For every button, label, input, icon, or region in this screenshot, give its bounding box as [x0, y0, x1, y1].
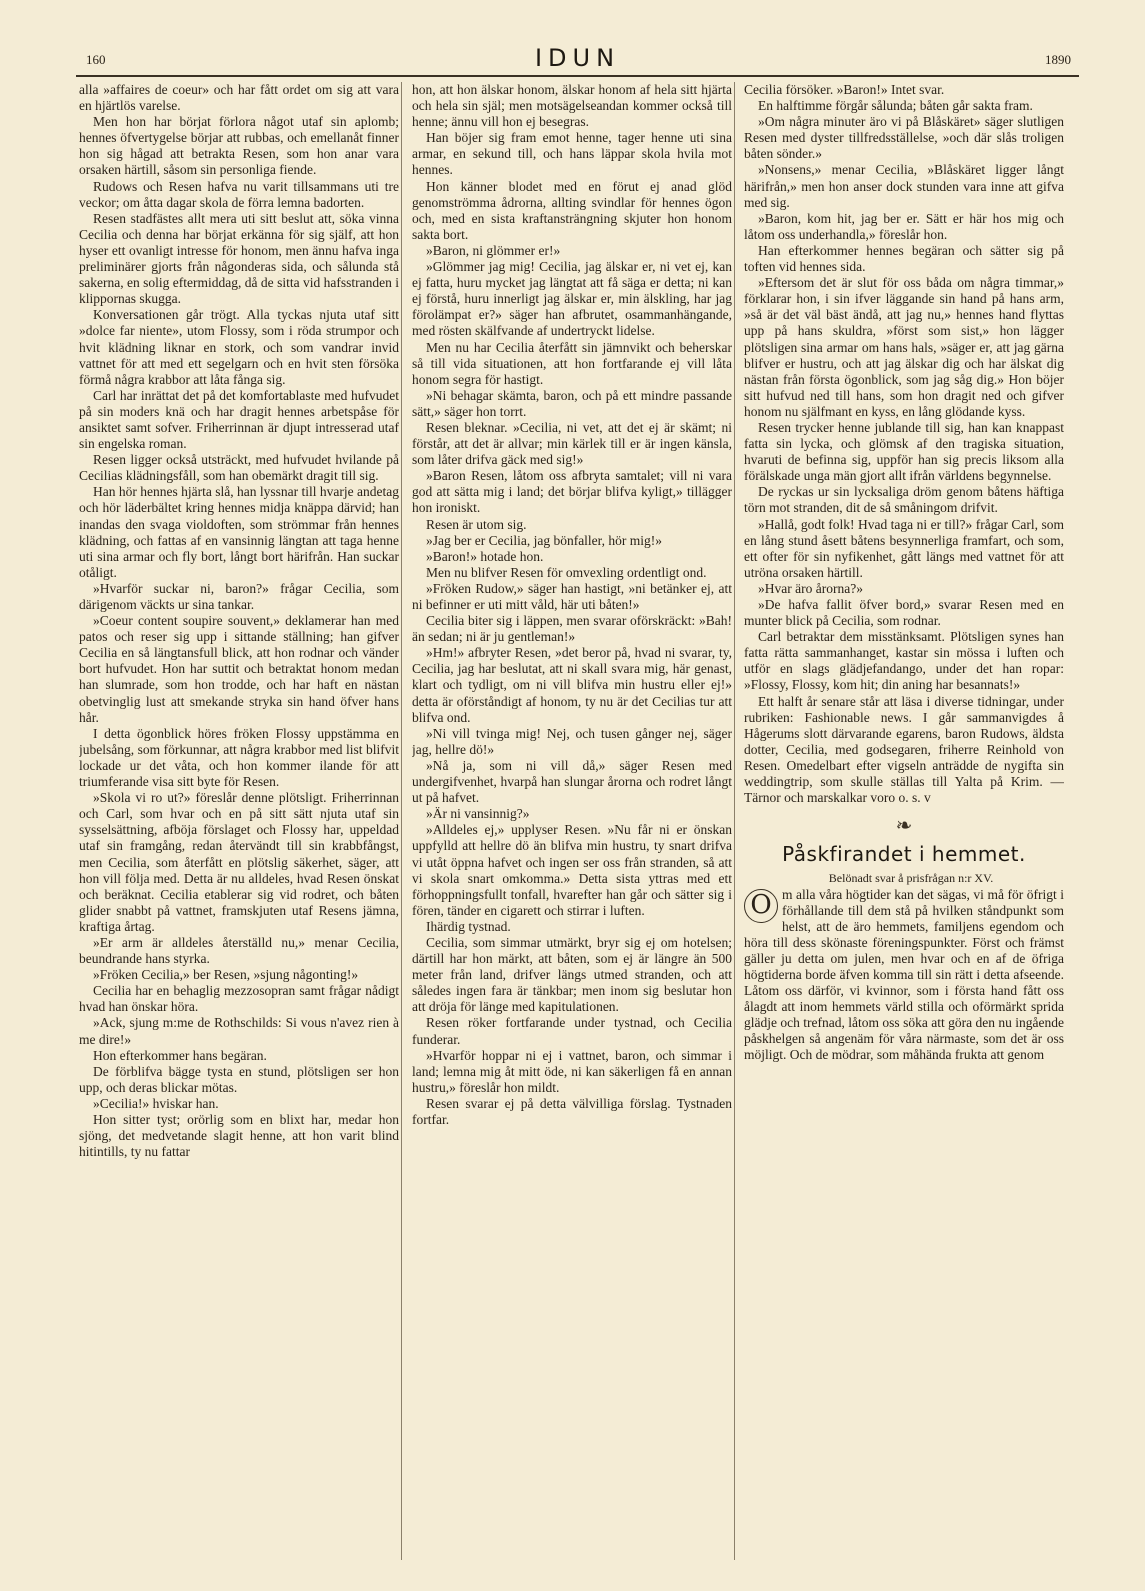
column-2: [412, 82, 732, 1562]
column-1: [79, 82, 399, 1562]
paragraph: »Hallå, godt folk! Hvad taga ni er till?» frågar Carl, som en lång stund åsett båtens besynnerliga framfart, och som, ett ofter för sin nyfikenhet, gått längs med vattnet för att utröna orsaken härtill.: [744, 516, 1064, 580]
paragraph: »Ni behagar skämta, baron, och på ett mindre passande sätt,» säger hon torrt.: [412, 387, 732, 419]
paragraph: Men nu har Cecilia återfått sin jämnvikt och beherskar så till vida situationen, att hon fortfarande ej vill låta honom segra för hastigt.: [412, 339, 732, 387]
article-subtitle: Belönadt svar å prisfrågan n:r XV.: [828, 871, 994, 886]
paragraph: Cecilia, som simmar utmärkt, bryr sig ej om hotelsen; därtill har hon märkt, att båten, som ej är längre än 500 meter från land, drifver längs utmed stranden, och att således ingen fara är tänkbar; men inom sig beslutar hon att dröja för länge med kapitulationen.: [412, 934, 732, 1015]
paragraph: »Baron Resen, låtom oss afbryta samtalet; vill ni vara god att sätta mig i land; det börjar blifva kyligt,» tillägger hon ironiskt.: [412, 468, 732, 516]
masthead-title: IDUN: [534, 44, 621, 72]
paragraph: »Baron!» hotade hon.: [426, 548, 544, 564]
paragraph: hon, att hon älskar honom, älskar honom af hela sitt hjärta och hela sin själ; men motsägelseandan kommer också till henne; ännu vill hon ej besegras.: [412, 82, 732, 130]
paragraph: Men nu blifver Resen för omvexling ordentligt ond.: [426, 564, 707, 580]
paragraph: Cecilia försöker. »Baron!» Intet svar.: [744, 82, 945, 97]
paragraph: Ett halft år senare står att läsa i diverse tidningar, under rubriken: Fashionable news. I går sammanvigdes å Hågerums slott därvarande egarens, baron Rudows, äldsta dotter, Cecilia, med godsegaren, friherre Reinhold von Resen. Omedelbart efter vigseln anträdde de nygifta sin weddingtrip, som skulle ställas till Yalta på Krim. — Tärnor och marskalkar voro o. s. v: [744, 693, 1064, 806]
paragraph: »Ni vill tvinga mig! Nej, och tusen gånger nej, säger jag, hellre dö!»: [412, 725, 732, 757]
paragraph: »Baron, kom hit, jag ber er. Sätt er här hos mig och låtom oss underhandla,» föreslår hon.: [744, 210, 1064, 242]
paragraph: »Hvarför hoppar ni ej i vattnet, baron, och simmar i land; lemna mig åt mitt öde, ni kan säkerligen få en annan hustru,» föreslår hon mildt.: [412, 1047, 732, 1095]
paragraph: En halftimme förgår sålunda; båten går sakta fram.: [758, 98, 1033, 114]
paragraph: »Hvar äro årorna?»: [758, 580, 863, 596]
paragraph: »Jag ber er Cecilia, jag bönfaller, hör mig!»: [426, 532, 662, 548]
paragraph: »Fröken Rudow,» säger han hastigt, »ni betänker ej, att ni befinner er uti mitt våld, här uti båten!»: [412, 580, 732, 612]
paragraph: »Ack, sjung m:me de Rothschilds: Si vous n'avez rien à me dire!»: [79, 1015, 399, 1047]
year: 1890: [1045, 52, 1071, 67]
paragraph: »Baron, ni glömmer er!»: [426, 242, 561, 258]
paragraph: »Hm!» afbryter Resen, »det beror på, hvad ni svarar, ty, Cecilia, jag har beslutat, att ni skall svara mig, här genast, klart och tydligt, om ni vill blifva min hustru eller ej!» detta är oförståndigt af honom, ty nu är det Cecilias tur att blifva ond.: [412, 645, 732, 725]
paragraph: Carl betraktar dem misstänksamt. Plötsligen synes han fatta rätta sammanhanget, kastar sin mössa i luften och utför en slags glädjefandango, under det han ropar: »Flossy, Flossy, kom hit; din aning har besannats!»: [744, 629, 1064, 693]
page-number: 160: [86, 52, 106, 67]
paragraph: »Er arm är alldeles återställd nu,» menar Cecilia, beundrande hans styrka.: [79, 934, 399, 967]
column-divider: [734, 82, 735, 1560]
paragraph: Hon sitter tyst; orörlig som en blixt har, medar hon sjöng, det medvetande slagit henne, att hon varit blind hitintills, ty nu fattar: [79, 1112, 399, 1160]
paragraph: De ryckas ur sin lycksaliga dröm genom båtens häftiga törn mot stranden, dit de så småningom drifvit.: [744, 484, 1064, 516]
ornament-divider: ❧: [895, 815, 913, 838]
paragraph: Han böjer sig fram emot henne, tager henne uti sina armar, en sekund till, och hans läppar skola hvila mot hennes.: [412, 130, 732, 178]
paragraph: Rudows och Resen hafva nu varit tillsammans uti tre veckor; om åtta dagar skola de förra lemna badorten.: [79, 178, 399, 210]
paragraph: Hon efterkommer hans begäran.: [93, 1047, 267, 1063]
paragraph: Hon känner blodet med en förut ej anad glöd genomströmma ådrorna, allting svindlar för hennes ögon och, med en sista kraftansträngning skjuter hon honom sakta bort.: [412, 178, 732, 242]
header-rule: [76, 75, 1079, 77]
paragraph: »De hafva fallit öfver bord,» svarar Resen med en munter blick på Cecilia, som rodnar.: [744, 597, 1064, 629]
paragraph: Konversationen går trögt. Alla tyckas njuta utaf sitt »dolce far niente», utom Flossy, som i röda strumpor och hvit klädning liknar en stork, och som vandrar invid vattnet för att med ett segelgarn och en hvit sten försöka förmå några krabbor att låta fånga sig.: [79, 307, 399, 387]
paragraph: Cecilia biter sig i läppen, men svarar oförskräckt: »Bah! än sedan; ni är ju gentleman!»: [412, 613, 732, 645]
paragraph: »Eftersom det är slut för oss båda om några timmar,» förklarar hon, i sin ifver läggande sin hand på hans arm, »så är det väl bäst ändå, att jag nu,» hennes hand flyttas upp på hans skuldra, »först som sist,» hon lägger plötsligen sina armar om hans hals, »säger er, att jag gärna blifver er hustru, och att jag älskar dig och har älskat dig nästan från första ögonblick, som jag såg dig.» Hon böjer sitt hufvud ned till hans, som hon dragit ned och gifver honom nu själfmant en kyss, en lång glödande kyss.: [744, 275, 1064, 419]
paragraph: Resen ligger också utsträckt, med hufvudet hvilande på Cecilias klädningsfåll, som han obemärkt dragit till sig.: [79, 452, 399, 484]
paragraph: Resen stadfästes allt mera uti sitt beslut att, söka vinna Cecilia och denna har börjat erkänna för sig själf, att hon hyser ett ovanligt intresse för honom, men ännu hafva inga preliminärer gjorts från någonderas sida, och sålunda stå sakerna, en solig eftermiddag, då de sitta vid hafsstranden i klippornas skugga.: [79, 210, 399, 307]
paragraph: »Om några minuter äro vi på Blåskäret» säger slutligen Resen med dyster tillfredsställelse, »och där slås troligen båten sönder.»: [744, 114, 1064, 162]
column-3: [744, 82, 1064, 1562]
paragraph: I detta ögonblick höres fröken Flossy uppstämma en jubelsång, som förkunnar, att några krabbor med list blifvit lockade ur det våta, och hon kommer ilande för att triumferande visa sitt byte för Resen.: [79, 725, 399, 790]
paragraph: »Skola vi ro ut?» föreslår denne plötsligt. Friherrinnan och Carl, som hvar och en på sitt sätt njuta utaf sin sysselsättning, afböja förslaget och Flossy har, uppeldad utaf sin framgång, redan återvändt till sin krabbfångst, men Cecilia, som återfått en plötslig säkerhet, säger, att hon vill följa med. Detta är nu alldeles, hvad Resen önskat och beräknat. Cecilia etablerar sig vid rodret, och båten glider snabbt på vattnet, framskjuten utaf Resens jämna, kraftiga årtag.: [79, 790, 399, 934]
paragraph: Resen svarar ej på detta välvilliga förslag. Tystnaden fortfar.: [412, 1095, 732, 1127]
paragraph: Men hon har börjat förlora något utaf sin aplomb; hennes öfvertygelse börjar att rubbas, och emellanåt finner hon sig hågad att betrakta Resen, som hon anar vara orsaken härtill, såsom sin personliga fiende.: [79, 114, 399, 178]
paragraph: alla »affaires de coeur» och har fått ordet om sig att vara en hjärtlös varelse.: [79, 82, 399, 114]
paragraph: »Fröken Cecilia,» ber Resen, »sjung någonting!»: [93, 967, 359, 983]
paragraph: Resen bleknar. »Cecilia, ni vet, att det ej är skämt; ni förstår, att det är allvar; min kärlek till er är ingen känsla, som låter drifva gäck med sig!»: [412, 419, 732, 468]
paragraph: Han hör hennes hjärta slå, han lyssnar till hvarje andetag och hör läderbältet kring hennes midja knäppa därvid; han inandas den svaga violdoften, som strömmar från hennes klädning, och fattas af en vansinnig längtan att taga henne uti sina armar och fly bort, långt bort härifrån. Han suckar otåligt.: [79, 484, 399, 580]
paragraph: »Nå ja, som ni vill då,» säger Resen med undergifvenhet, hvarpå han slungar årorna och rodret långt ut på hafvet.: [412, 757, 732, 806]
paragraph: Resen trycker henne jublande till sig, han kan knappast fatta sin lycka, och glömsk af den tragiska situation, hvaruti de befinna sig, uppför han sig precis liksom alla förälskade unga män gjort allt ifrån världens begynnelse.: [744, 419, 1064, 484]
paragraph: Cecilia har en behaglig mezzosopran samt frågar nådigt hvad han önskar höra.: [79, 983, 399, 1015]
paragraph: »Alldeles ej,» upplyser Resen. »Nu får ni er önskan uppfylld att hellre dö än blifva min hustru, ty snart drifva vi utåt öppna hafvet och ingen ser oss från stranden, så att vi skola snart omkomma.» Detta sista yttras med ett förhoppningsfullt tonfall, hvarefter han går och sätter sig i fören, tänder en cigarett och stirrar i luften.: [412, 822, 732, 918]
paragraph: »Hvarför suckar ni, baron?» frågar Cecilia, som därigenom väckts ur sina tankar.: [79, 580, 399, 612]
page-header: [76, 44, 1079, 74]
column-divider: [401, 82, 402, 1560]
paragraph: »Cecilia!» hviskar han.: [93, 1095, 219, 1111]
drop-cap: O: [744, 889, 778, 923]
paragraph: Resen röker fortfarande under tystnad, och Cecilia funderar.: [412, 1015, 732, 1047]
article-body: [744, 887, 1064, 1064]
paragraph: m alla våra högtider kan det sägas, vi må för öfrigt i förhållande till dem stå på hvilken ståndpunkt som helst, att de äro hemmets, familjens egendom och höra till dess skönaste föreningspunkter. Först och främst gäller ju detta om julen, men hvar och en af de öfriga högtiderna borde äfven komma till sin rätt i detta afseende. Låtom oss därför, vi kvinnor, som i första hand fått oss ålagdt att inom hemmets värld stilla och oförmärkt sprida glädje och trefnad, låtom oss söka att göra den nu ingående påskhelgen så angenäm för våra närmaste, som det är oss möjligt. Och de mödrar, som måhända frukta att genom: [744, 886, 1064, 1063]
paragraph: Resen är utom sig.: [426, 516, 527, 532]
paragraph: »Nonsens,» menar Cecilia, »Blåskäret ligger långt härifrån,» men hon anser dock stunden vara inne att gifva med sig.: [744, 162, 1064, 210]
story-continuation: [744, 82, 1064, 806]
paragraph: Carl har inrättat det på det komfortablaste med hufvudet på sin moders knä och har dragit hennes arbetspåse för ansiktet samt sofver. Friherrinnan är djupt intresserad utaf sin engelska roman.: [79, 387, 399, 452]
paragraph: »Är ni vansinnig?»: [426, 806, 530, 822]
paragraph: »Coeur content soupire souvent,» deklamerar han med patos och reser sig upp i sittande ställning; han gifver Cecilia en så längtansfull blick, att hon rodnar och vänder bort hufvudet. Hon har suttit och betraktat honom medan han slumrade, som hon trodde, och har haft en nästan obetvinglig lust att smekande stryka sin hand öfver hans hår.: [79, 613, 399, 725]
paragraph: De förblifva bägge tysta en stund, plötsligen ser hon upp, och deras blickar mötas.: [79, 1063, 399, 1095]
paragraph: »Glömmer jag mig! Cecilia, jag älskar er, ni vet ej, kan ej fatta, huru mycket jag längtat att få säga er detta; ni kan ej förstå, huru innerligt jag älskar er, min älskling, har jag förolämpat er?» säger han afbrutet, osammanhängande, med rösten skälfvande af undertryckt lidelse.: [412, 259, 732, 339]
article-title: Påskfirandet i hemmet.: [782, 842, 1026, 867]
paragraph: Han efterkommer hennes begäran och sätter sig på toften vid hennes sida.: [744, 242, 1064, 275]
paragraph: Ihärdig tystnad.: [426, 918, 511, 934]
